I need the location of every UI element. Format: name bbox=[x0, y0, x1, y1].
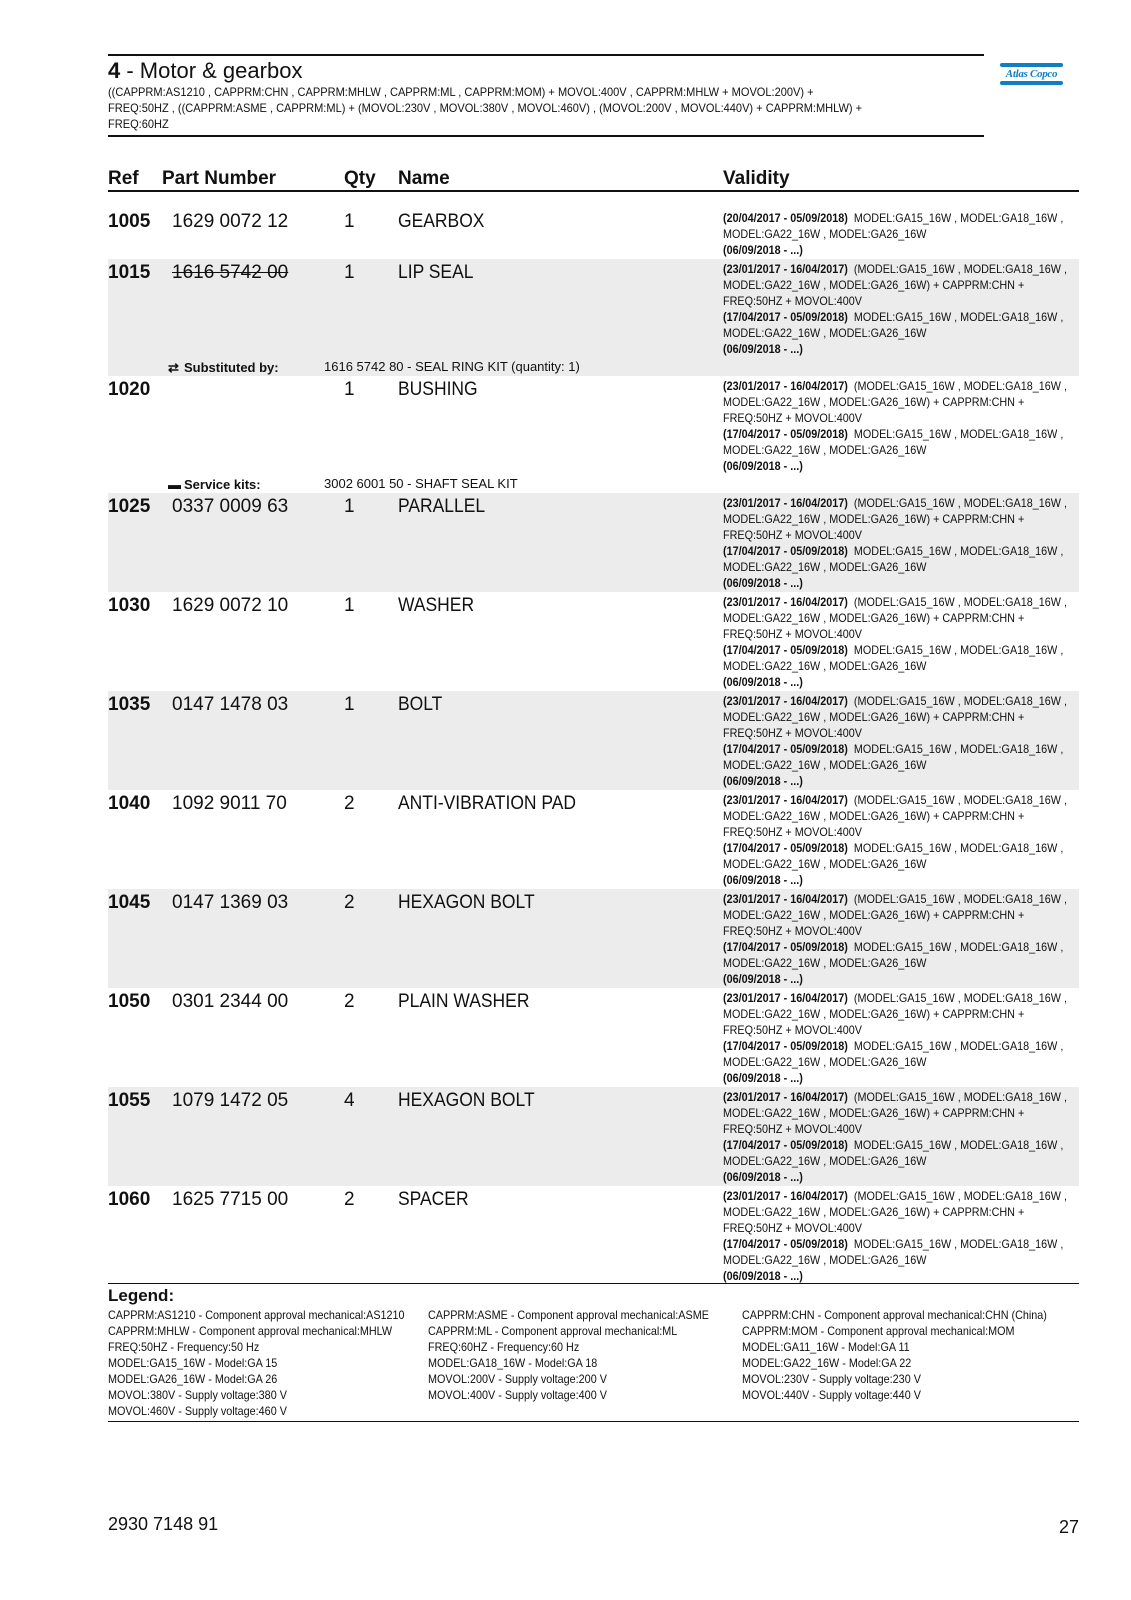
table-row bbox=[108, 493, 1079, 592]
row-name: BOLT bbox=[398, 694, 443, 715]
validity-date: (17/04/2017 - 05/09/2018) bbox=[723, 427, 848, 441]
validity-line bbox=[723, 1252, 1074, 1268]
row-validity bbox=[723, 988, 1079, 1087]
validity-date: (23/01/2017 - 16/04/2017) bbox=[723, 694, 848, 708]
validity-line bbox=[723, 658, 1074, 674]
page-title bbox=[108, 58, 984, 84]
col-name: Name bbox=[398, 168, 450, 189]
validity-condition: FREQ:50HZ + MOVOL:400V bbox=[723, 1221, 862, 1235]
legend bbox=[108, 1283, 1079, 1422]
validity-date: (23/01/2017 - 16/04/2017) bbox=[723, 595, 848, 609]
row-name: WASHER bbox=[398, 595, 475, 616]
row-ref: 1045 bbox=[108, 892, 151, 913]
legend-entry: CAPPRM:MOM - Component approval mechanical:MOM bbox=[742, 1324, 1015, 1338]
validity-condition: (MODEL:GA15_16W , MODEL:GA18_16W , bbox=[847, 496, 1067, 510]
validity-condition: MODEL:GA15_16W , MODEL:GA18_16W , bbox=[847, 742, 1064, 756]
row-ref: 1050 bbox=[108, 991, 151, 1012]
legend-column bbox=[742, 1307, 1047, 1403]
row-ref: 1060 bbox=[108, 1189, 151, 1210]
validity-condition: MODEL:GA22_16W , MODEL:GA26_16W bbox=[723, 326, 927, 340]
row-name: HEXAGON BOLT bbox=[398, 892, 535, 913]
row-validity bbox=[723, 889, 1079, 988]
validity-condition: MODEL:GA15_16W , MODEL:GA18_16W , bbox=[847, 544, 1064, 558]
validity-condition: FREQ:50HZ + MOVOL:400V bbox=[723, 1122, 862, 1136]
validity-condition: MODEL:GA22_16W , MODEL:GA26_16W) + CAPPRM:CHN + bbox=[723, 809, 1025, 823]
row-part-number: 0337 0009 63 bbox=[172, 496, 289, 517]
row-qty: 1 bbox=[344, 262, 355, 283]
page-number: 27 bbox=[1058, 1517, 1079, 1537]
validity-line bbox=[723, 856, 1074, 872]
validity-date: (23/01/2017 - 16/04/2017) bbox=[723, 892, 848, 906]
validity-date: (23/01/2017 - 16/04/2017) bbox=[723, 793, 848, 807]
validity-condition: MODEL:GA22_16W , MODEL:GA26_16W bbox=[723, 1055, 927, 1069]
validity-line bbox=[723, 543, 1074, 559]
legend-title: Legend: bbox=[108, 1286, 175, 1305]
validity-condition: MODEL:GA22_16W , MODEL:GA26_16W) + CAPPRM:CHN + bbox=[723, 710, 1025, 724]
extra-text: 3002 6001 50 - SHAFT SEAL KIT bbox=[324, 476, 518, 491]
row-part-number: 1625 7715 00 bbox=[172, 1189, 289, 1210]
validity-condition: (MODEL:GA15_16W , MODEL:GA18_16W , bbox=[847, 262, 1067, 276]
validity-line bbox=[723, 709, 1074, 725]
validity-condition: MODEL:GA22_16W , MODEL:GA26_16W bbox=[723, 659, 927, 673]
legend-entry: MOVOL:230V - Supply voltage:230 V bbox=[742, 1372, 921, 1386]
legend-entry: CAPPRM:MHLW - Component approval mechanical:MHLW bbox=[108, 1324, 393, 1338]
validity-line bbox=[723, 559, 1074, 575]
validity-line bbox=[723, 693, 1074, 709]
validity-condition: FREQ:50HZ + MOVOL:400V bbox=[723, 1023, 862, 1037]
validity-condition: MODEL:GA22_16W , MODEL:GA26_16W) + CAPPRM:CHN + bbox=[723, 1106, 1025, 1120]
row-extra bbox=[108, 475, 1079, 493]
validity-condition: (MODEL:GA15_16W , MODEL:GA18_16W , bbox=[847, 595, 1067, 609]
row-ref: 1040 bbox=[108, 793, 151, 814]
validity-line bbox=[723, 341, 1074, 357]
toolbox-icon: ▬ bbox=[168, 477, 181, 492]
table-row bbox=[108, 376, 1079, 493]
row-ref: 1005 bbox=[108, 211, 151, 232]
validity-line bbox=[723, 610, 1074, 626]
section-number: 4 bbox=[108, 58, 121, 83]
row-qty: 1 bbox=[344, 379, 355, 400]
legend-entry: MOVOL:440V - Supply voltage:440 V bbox=[742, 1388, 921, 1402]
validity-line bbox=[723, 923, 1074, 939]
page-header bbox=[108, 54, 984, 137]
validity-line bbox=[723, 773, 1074, 789]
validity-date: (23/01/2017 - 16/04/2017) bbox=[723, 262, 848, 276]
validity-line bbox=[723, 325, 1074, 341]
col-qty: Qty bbox=[344, 168, 376, 189]
validity-date: (06/09/2018 - ...) bbox=[723, 972, 803, 986]
validity-date: (23/01/2017 - 16/04/2017) bbox=[723, 1090, 848, 1104]
validity-condition: MODEL:GA22_16W , MODEL:GA26_16W bbox=[723, 1253, 927, 1267]
parts-table bbox=[108, 166, 1079, 1285]
validity-line bbox=[723, 594, 1074, 610]
legend-entry: MOVOL:460V - Supply voltage:460 V bbox=[108, 1404, 287, 1418]
col-ref: Ref bbox=[108, 168, 139, 189]
validity-date: (17/04/2017 - 05/09/2018) bbox=[723, 544, 848, 558]
validity-date: (17/04/2017 - 05/09/2018) bbox=[723, 1237, 848, 1251]
validity-condition: MODEL:GA15_16W , MODEL:GA18_16W , bbox=[847, 427, 1064, 441]
validity-line bbox=[723, 1038, 1074, 1054]
row-name: PARALLEL bbox=[398, 496, 486, 517]
row-part-number: 1616 5742 00 bbox=[172, 262, 289, 283]
validity-line bbox=[723, 426, 1074, 442]
row-part-number: 1079 1472 05 bbox=[172, 1090, 289, 1111]
validity-date: (17/04/2017 - 05/09/2018) bbox=[723, 940, 848, 954]
table-row bbox=[108, 592, 1079, 691]
validity-condition: (MODEL:GA15_16W , MODEL:GA18_16W , bbox=[847, 892, 1067, 906]
validity-condition: MODEL:GA15_16W , MODEL:GA18_16W , bbox=[847, 841, 1064, 855]
row-ref: 1015 bbox=[108, 262, 151, 283]
row-extra bbox=[108, 358, 1079, 376]
logo-bar bbox=[1000, 81, 1063, 85]
validity-line bbox=[723, 1169, 1074, 1185]
validity-line bbox=[723, 410, 1074, 426]
validity-condition: (MODEL:GA15_16W , MODEL:GA18_16W , bbox=[847, 694, 1067, 708]
validity-date: (06/09/2018 - ...) bbox=[723, 1269, 803, 1283]
validity-line bbox=[723, 808, 1074, 824]
validity-condition: MODEL:GA22_16W , MODEL:GA26_16W bbox=[723, 956, 927, 970]
row-qty: 2 bbox=[344, 1189, 355, 1210]
validity-date: (17/04/2017 - 05/09/2018) bbox=[723, 742, 848, 756]
validity-date: (06/09/2018 - ...) bbox=[723, 873, 803, 887]
legend-column bbox=[108, 1307, 405, 1419]
table-header bbox=[108, 166, 1079, 192]
condition-text bbox=[108, 84, 982, 132]
validity-condition: MODEL:GA22_16W , MODEL:GA26_16W bbox=[723, 227, 927, 241]
doc-number: 2930 7148 91 bbox=[108, 1514, 219, 1534]
validity-date: (06/09/2018 - ...) bbox=[723, 243, 803, 257]
validity-line bbox=[723, 990, 1074, 1006]
validity-line bbox=[723, 757, 1074, 773]
logo-text: Atlas Copco bbox=[1005, 68, 1058, 80]
legend-entry: CAPPRM:ASME - Component approval mechanical:ASME bbox=[428, 1308, 709, 1322]
validity-line bbox=[723, 277, 1074, 293]
validity-date: (17/04/2017 - 05/09/2018) bbox=[723, 310, 848, 324]
table-row bbox=[108, 1087, 1079, 1186]
row-ref: 1055 bbox=[108, 1090, 151, 1111]
legend-entry: MOVOL:380V - Supply voltage:380 V bbox=[108, 1388, 287, 1402]
row-name: SPACER bbox=[398, 1189, 469, 1210]
row-name: GEARBOX bbox=[398, 211, 485, 232]
validity-date: (06/09/2018 - ...) bbox=[723, 1071, 803, 1085]
legend-entry: MOVOL:200V - Supply voltage:200 V bbox=[428, 1372, 607, 1386]
validity-date: (20/04/2017 - 05/09/2018) bbox=[723, 211, 848, 225]
row-ref: 1035 bbox=[108, 694, 151, 715]
extra-label: Service kits: bbox=[184, 477, 261, 492]
validity-condition: (MODEL:GA15_16W , MODEL:GA18_16W , bbox=[847, 379, 1067, 393]
validity-line bbox=[723, 674, 1074, 690]
validity-line bbox=[723, 293, 1074, 309]
validity-line bbox=[723, 1137, 1074, 1153]
validity-condition: MODEL:GA22_16W , MODEL:GA26_16W bbox=[723, 857, 927, 871]
validity-condition: FREQ:50HZ + MOVOL:400V bbox=[723, 411, 862, 425]
validity-line bbox=[723, 309, 1074, 325]
validity-date: (17/04/2017 - 05/09/2018) bbox=[723, 1138, 848, 1152]
validity-line bbox=[723, 939, 1074, 955]
validity-date: (23/01/2017 - 16/04/2017) bbox=[723, 1189, 848, 1203]
validity-line bbox=[723, 1089, 1074, 1105]
validity-condition: (MODEL:GA15_16W , MODEL:GA18_16W , bbox=[847, 991, 1067, 1005]
col-validity: Validity bbox=[723, 168, 790, 189]
table-body bbox=[108, 208, 1079, 1285]
row-name: HEXAGON BOLT bbox=[398, 1090, 535, 1111]
validity-line bbox=[723, 642, 1074, 658]
validity-date: (06/09/2018 - ...) bbox=[723, 1170, 803, 1184]
validity-condition: MODEL:GA15_16W , MODEL:GA18_16W , bbox=[847, 211, 1064, 225]
validity-line bbox=[723, 458, 1074, 474]
validity-condition: MODEL:GA22_16W , MODEL:GA26_16W) + CAPPRM:CHN + bbox=[723, 611, 1025, 625]
validity-condition: MODEL:GA22_16W , MODEL:GA26_16W bbox=[723, 758, 927, 772]
validity-date: (06/09/2018 - ...) bbox=[723, 774, 803, 788]
table-row bbox=[108, 208, 1079, 259]
validity-condition: FREQ:50HZ + MOVOL:400V bbox=[723, 627, 862, 641]
validity-condition: MODEL:GA22_16W , MODEL:GA26_16W) + CAPPRM:CHN + bbox=[723, 512, 1025, 526]
validity-line bbox=[723, 210, 1074, 226]
validity-line bbox=[723, 1188, 1074, 1204]
table-row bbox=[108, 691, 1079, 790]
row-qty: 1 bbox=[344, 211, 355, 232]
validity-date: (17/04/2017 - 05/09/2018) bbox=[723, 643, 848, 657]
row-qty: 2 bbox=[344, 892, 355, 913]
validity-date: (23/01/2017 - 16/04/2017) bbox=[723, 991, 848, 1005]
validity-line bbox=[723, 1204, 1074, 1220]
row-name: ANTI-VIBRATION PAD bbox=[398, 793, 577, 814]
validity-line bbox=[723, 378, 1074, 394]
row-part-number: 1629 0072 10 bbox=[172, 595, 289, 616]
extra-label-group bbox=[168, 477, 261, 492]
row-validity bbox=[723, 493, 1079, 592]
validity-line bbox=[723, 1268, 1074, 1284]
validity-line bbox=[723, 872, 1074, 888]
legend-columns bbox=[108, 1307, 1079, 1419]
validity-date: (17/04/2017 - 05/09/2018) bbox=[723, 841, 848, 855]
validity-line bbox=[723, 725, 1074, 741]
validity-condition: FREQ:50HZ + MOVOL:400V bbox=[723, 528, 862, 542]
validity-condition: MODEL:GA22_16W , MODEL:GA26_16W) + CAPPRM:CHN + bbox=[723, 278, 1025, 292]
table-row bbox=[108, 889, 1079, 988]
validity-condition: MODEL:GA15_16W , MODEL:GA18_16W , bbox=[847, 1237, 1064, 1251]
row-part-number: 1092 9011 70 bbox=[172, 793, 287, 814]
atlas-copco-logo bbox=[1000, 63, 1063, 93]
row-validity bbox=[723, 259, 1079, 358]
section-title: - Motor & gearbox bbox=[120, 58, 303, 83]
row-part-number: 1629 0072 12 bbox=[172, 211, 289, 232]
validity-line bbox=[723, 1121, 1074, 1137]
validity-line bbox=[723, 1070, 1074, 1086]
condition-line: FREQ:60HZ bbox=[108, 117, 169, 131]
legend-entry: CAPPRM:ML - Component approval mechanical:ML bbox=[428, 1324, 678, 1338]
validity-condition: MODEL:GA22_16W , MODEL:GA26_16W bbox=[723, 560, 927, 574]
validity-date: (06/09/2018 - ...) bbox=[723, 576, 803, 590]
validity-condition: (MODEL:GA15_16W , MODEL:GA18_16W , bbox=[847, 1189, 1067, 1203]
validity-line bbox=[723, 1054, 1074, 1070]
legend-entry: CAPPRM:AS1210 - Component approval mechanical:AS1210 bbox=[108, 1308, 405, 1322]
validity-condition: MODEL:GA22_16W , MODEL:GA26_16W) + CAPPRM:CHN + bbox=[723, 1205, 1025, 1219]
validity-line bbox=[723, 511, 1074, 527]
validity-line bbox=[723, 226, 1074, 242]
validity-date: (06/09/2018 - ...) bbox=[723, 342, 803, 356]
legend-entry: CAPPRM:CHN - Component approval mechanical:CHN (China) bbox=[742, 1308, 1047, 1322]
validity-condition: MODEL:GA22_16W , MODEL:GA26_16W bbox=[723, 1154, 927, 1168]
legend-entry: FREQ:50HZ - Frequency:50 Hz bbox=[108, 1340, 260, 1354]
row-part-number: 0301 2344 00 bbox=[172, 991, 289, 1012]
legend-entry: MODEL:GA18_16W - Model:GA 18 bbox=[428, 1356, 598, 1370]
legend-entry: MODEL:GA22_16W - Model:GA 22 bbox=[742, 1356, 912, 1370]
row-qty: 2 bbox=[344, 991, 355, 1012]
extra-label: Substituted by: bbox=[184, 360, 279, 375]
validity-line bbox=[723, 394, 1074, 410]
validity-condition: FREQ:50HZ + MOVOL:400V bbox=[723, 726, 862, 740]
row-validity bbox=[723, 691, 1079, 790]
validity-line bbox=[723, 261, 1074, 277]
legend-entry: MOVOL:400V - Supply voltage:400 V bbox=[428, 1388, 607, 1402]
legend-entry: MODEL:GA26_16W - Model:GA 26 bbox=[108, 1372, 278, 1386]
validity-date: (23/01/2017 - 16/04/2017) bbox=[723, 379, 848, 393]
row-validity bbox=[723, 1186, 1079, 1285]
row-qty: 1 bbox=[344, 496, 355, 517]
table-row bbox=[108, 988, 1079, 1087]
validity-condition: MODEL:GA22_16W , MODEL:GA26_16W) + CAPPRM:CHN + bbox=[723, 1007, 1025, 1021]
extra-label-group bbox=[168, 360, 279, 376]
validity-line bbox=[723, 907, 1074, 923]
row-name: BUSHING bbox=[398, 379, 478, 400]
row-ref: 1020 bbox=[108, 379, 151, 400]
row-name: LIP SEAL bbox=[398, 262, 474, 283]
validity-condition: MODEL:GA15_16W , MODEL:GA18_16W , bbox=[847, 310, 1064, 324]
row-qty: 1 bbox=[344, 595, 355, 616]
validity-line bbox=[723, 741, 1074, 757]
validity-line bbox=[723, 1006, 1074, 1022]
validity-line bbox=[723, 792, 1074, 808]
validity-line bbox=[723, 1105, 1074, 1121]
validity-line bbox=[723, 891, 1074, 907]
validity-line bbox=[723, 1236, 1074, 1252]
condition-line: ((CAPPRM:AS1210 , CAPPRM:CHN , CAPPRM:MHLW , CAPPRM:ML , CAPPRM:MOM) + MOVOL:400V , CAPPRM:MHLW + MOVOL:200V) + bbox=[108, 85, 814, 99]
validity-condition: (MODEL:GA15_16W , MODEL:GA18_16W , bbox=[847, 793, 1067, 807]
validity-condition: MODEL:GA15_16W , MODEL:GA18_16W , bbox=[847, 1138, 1064, 1152]
row-ref: 1030 bbox=[108, 595, 151, 616]
validity-line bbox=[723, 442, 1074, 458]
legend-entry: MODEL:GA11_16W - Model:GA 11 bbox=[742, 1340, 910, 1354]
row-validity bbox=[723, 1087, 1079, 1186]
legend-entry: FREQ:60HZ - Frequency:60 Hz bbox=[428, 1340, 580, 1354]
condition-line: FREQ:50HZ , ((CAPPRM:ASME , CAPPRM:ML) + (MOVOL:230V , MOVOL:380V , MOVOL:460V) , (MOVOL:200V , MOVOL:440V) + CAPPRM:MHLW) + bbox=[108, 101, 863, 115]
row-ref: 1025 bbox=[108, 496, 151, 517]
validity-condition: FREQ:50HZ + MOVOL:400V bbox=[723, 294, 862, 308]
row-validity bbox=[723, 208, 1079, 259]
validity-line bbox=[723, 840, 1074, 856]
row-validity bbox=[723, 790, 1079, 889]
validity-condition: MODEL:GA15_16W , MODEL:GA18_16W , bbox=[847, 940, 1064, 954]
table-row bbox=[108, 1186, 1079, 1285]
validity-condition: FREQ:50HZ + MOVOL:400V bbox=[723, 825, 862, 839]
validity-line bbox=[723, 971, 1074, 987]
validity-condition: MODEL:GA22_16W , MODEL:GA26_16W) + CAPPRM:CHN + bbox=[723, 908, 1025, 922]
validity-line bbox=[723, 527, 1074, 543]
row-validity bbox=[723, 592, 1079, 691]
validity-date: (06/09/2018 - ...) bbox=[723, 459, 803, 473]
row-part-number: 0147 1369 03 bbox=[172, 892, 289, 913]
validity-condition: MODEL:GA15_16W , MODEL:GA18_16W , bbox=[847, 643, 1064, 657]
table-row bbox=[108, 790, 1079, 889]
validity-date: (06/09/2018 - ...) bbox=[723, 675, 803, 689]
validity-line bbox=[723, 242, 1074, 258]
validity-line bbox=[723, 626, 1074, 642]
legend-column bbox=[428, 1307, 709, 1403]
validity-date: (17/04/2017 - 05/09/2018) bbox=[723, 1039, 848, 1053]
col-part-number: Part Number bbox=[162, 168, 277, 189]
validity-date: (23/01/2017 - 16/04/2017) bbox=[723, 496, 848, 510]
validity-condition: FREQ:50HZ + MOVOL:400V bbox=[723, 924, 862, 938]
validity-line bbox=[723, 1022, 1074, 1038]
row-name: PLAIN WASHER bbox=[398, 991, 530, 1012]
validity-condition: MODEL:GA15_16W , MODEL:GA18_16W , bbox=[847, 1039, 1064, 1053]
extra-text: 1616 5742 80 - SEAL RING KIT (quantity: 1) bbox=[324, 359, 580, 374]
substitute-icon: ⇄ bbox=[168, 360, 179, 375]
validity-condition: MODEL:GA22_16W , MODEL:GA26_16W bbox=[723, 443, 927, 457]
validity-line bbox=[723, 575, 1074, 591]
validity-line bbox=[723, 824, 1074, 840]
row-qty: 2 bbox=[344, 793, 355, 814]
validity-line bbox=[723, 1153, 1074, 1169]
validity-condition: MODEL:GA22_16W , MODEL:GA26_16W) + CAPPRM:CHN + bbox=[723, 395, 1025, 409]
row-validity bbox=[723, 376, 1079, 475]
legend-entry: MODEL:GA15_16W - Model:GA 15 bbox=[108, 1356, 278, 1370]
validity-condition: (MODEL:GA15_16W , MODEL:GA18_16W , bbox=[847, 1090, 1067, 1104]
validity-line bbox=[723, 955, 1074, 971]
row-qty: 1 bbox=[344, 694, 355, 715]
table-row bbox=[108, 259, 1079, 376]
validity-line bbox=[723, 495, 1074, 511]
row-part-number: 0147 1478 03 bbox=[172, 694, 289, 715]
validity-line bbox=[723, 1220, 1074, 1236]
row-qty: 4 bbox=[344, 1090, 355, 1111]
